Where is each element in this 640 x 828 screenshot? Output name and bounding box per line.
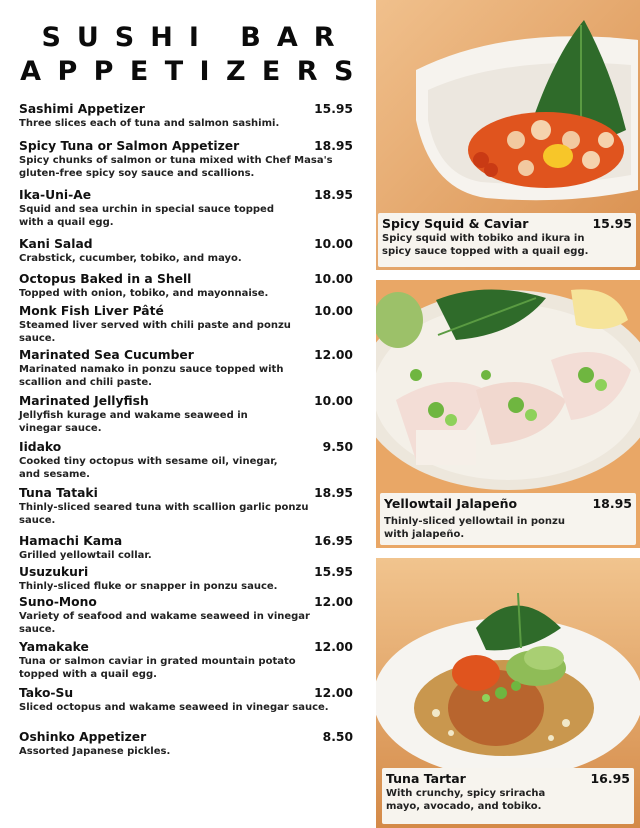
item-description: Spicy chunks of salmon or tuna mixed with Chef Masa's gluten-free spicy soy sauce and scallions.	[19, 155, 333, 179]
item-name: Kani Salad	[19, 237, 93, 251]
item-description: Thinly-sliced seared tuna with scallion garlic ponzu sauce.	[19, 502, 309, 526]
item-description: Cooked tiny octopus with sesame oil, vinegar, and sesame.	[19, 456, 278, 480]
menu-item	[19, 272, 355, 300]
featured-item-description: Thinly-sliced yellowtail in ponzu with jalapeño.	[384, 516, 565, 540]
item-name: Yamakake	[19, 640, 89, 654]
caption-card	[378, 213, 636, 267]
item-description: Three slices each of tuna and salmon sashimi.	[19, 118, 280, 129]
featured-item-name: Yellowtail Jalapeño	[384, 496, 518, 511]
caption-card	[382, 768, 634, 824]
menu-item	[19, 440, 355, 481]
item-price: 8.50	[322, 730, 353, 744]
menu-item	[19, 348, 355, 389]
item-price: 15.95	[314, 565, 353, 579]
item-price: 12.00	[314, 686, 353, 700]
item-price: 15.95	[314, 102, 353, 116]
item-name: Suno-Mono	[19, 595, 97, 609]
item-name: Tako-Su	[19, 686, 74, 700]
featured-item-tuna-tartar	[376, 558, 640, 828]
menu-item	[19, 730, 355, 758]
featured-item-name: Tuna Tartar	[386, 771, 466, 786]
item-name: Sashimi Appetizer	[19, 102, 145, 116]
item-price: 16.95	[314, 534, 353, 548]
item-name: Hamachi Kama	[19, 534, 123, 548]
item-description: Sliced octopus and wakame seaweed in vinegar sauce.	[19, 702, 329, 713]
featured-photos-panel	[376, 0, 640, 828]
menu-item	[19, 394, 355, 435]
menu-item	[19, 686, 355, 714]
caption-card	[380, 493, 636, 545]
item-description: Assorted Japanese pickles.	[19, 746, 171, 757]
item-price: 10.00	[314, 304, 353, 318]
featured-item-price: 15.95	[592, 216, 632, 231]
featured-item-description: Spicy squid with tobiko and ikura in spicy sauce topped with a quail egg.	[382, 233, 589, 257]
item-price: 10.00	[314, 394, 353, 408]
item-description: Jellyfish kurage and wakame seaweed in vinegar sauce.	[19, 410, 248, 434]
item-description: Variety of seafood and wakame seaweed in vinegar sauce.	[19, 611, 310, 635]
menu-item	[19, 565, 355, 593]
item-description: Topped with onion, tobiko, and mayonnaise.	[19, 288, 269, 299]
item-name: Tuna Tataki	[19, 486, 98, 500]
item-description: Thinly-sliced fluke or snapper in ponzu sauce.	[19, 581, 278, 592]
featured-item-yellowtail	[376, 280, 640, 548]
menu-title-line2: APPETIZERS	[20, 56, 370, 87]
item-price: 18.95	[314, 188, 353, 202]
item-name: Spicy Tuna or Salmon Appetizer	[19, 139, 240, 153]
item-name: Usuzukuri	[19, 565, 89, 579]
featured-item-spicy-squid	[376, 0, 640, 270]
item-price: 12.00	[314, 640, 353, 654]
item-name: Monk Fish Liver Pâté	[19, 304, 164, 318]
item-price: 10.00	[314, 272, 353, 286]
item-name: Octopus Baked in a Shell	[19, 272, 192, 286]
menu-item	[19, 640, 355, 681]
item-description: Crabstick, cucumber, tobiko, and mayo.	[19, 253, 242, 264]
item-price: 10.00	[314, 237, 353, 251]
featured-item-price: 18.95	[592, 496, 632, 511]
menu-item	[19, 304, 355, 345]
item-name: Ika-Uni-Ae	[19, 188, 92, 202]
menu-item	[19, 102, 355, 130]
item-price: 18.95	[314, 486, 353, 500]
item-name: Oshinko Appetizer	[19, 730, 147, 744]
featured-item-price: 16.95	[590, 771, 630, 786]
featured-item-name: Spicy Squid & Caviar	[382, 216, 529, 231]
featured-item-description: With crunchy, spicy sriracha mayo, avocado, and tobiko.	[386, 788, 546, 812]
item-description: Tuna or salmon caviar in grated mountain potato topped with a quail egg.	[19, 656, 296, 680]
item-description: Marinated namako in ponzu sauce topped with scallion and chili paste.	[19, 364, 284, 388]
menu-item	[19, 595, 355, 636]
item-name: Iidako	[19, 440, 62, 454]
menu-item	[19, 486, 355, 527]
item-price: 9.50	[322, 440, 353, 454]
item-name: Marinated Sea Cucumber	[19, 348, 194, 362]
item-price: 12.00	[314, 595, 353, 609]
menu-item	[19, 237, 355, 265]
item-name: Marinated Jellyfish	[19, 394, 149, 408]
item-description: Grilled yellowtail collar.	[19, 550, 152, 561]
menu-item	[19, 188, 355, 229]
menu-title-line1: SUSHI BAR	[41, 22, 351, 53]
item-description: Squid and sea urchin in special sauce topped with a quail egg.	[19, 204, 274, 228]
menu-item	[19, 139, 355, 180]
menu-item	[19, 534, 355, 562]
item-price: 18.95	[314, 139, 353, 153]
item-price: 12.00	[314, 348, 353, 362]
item-description: Steamed liver served with chili paste and ponzu sauce.	[19, 320, 291, 344]
